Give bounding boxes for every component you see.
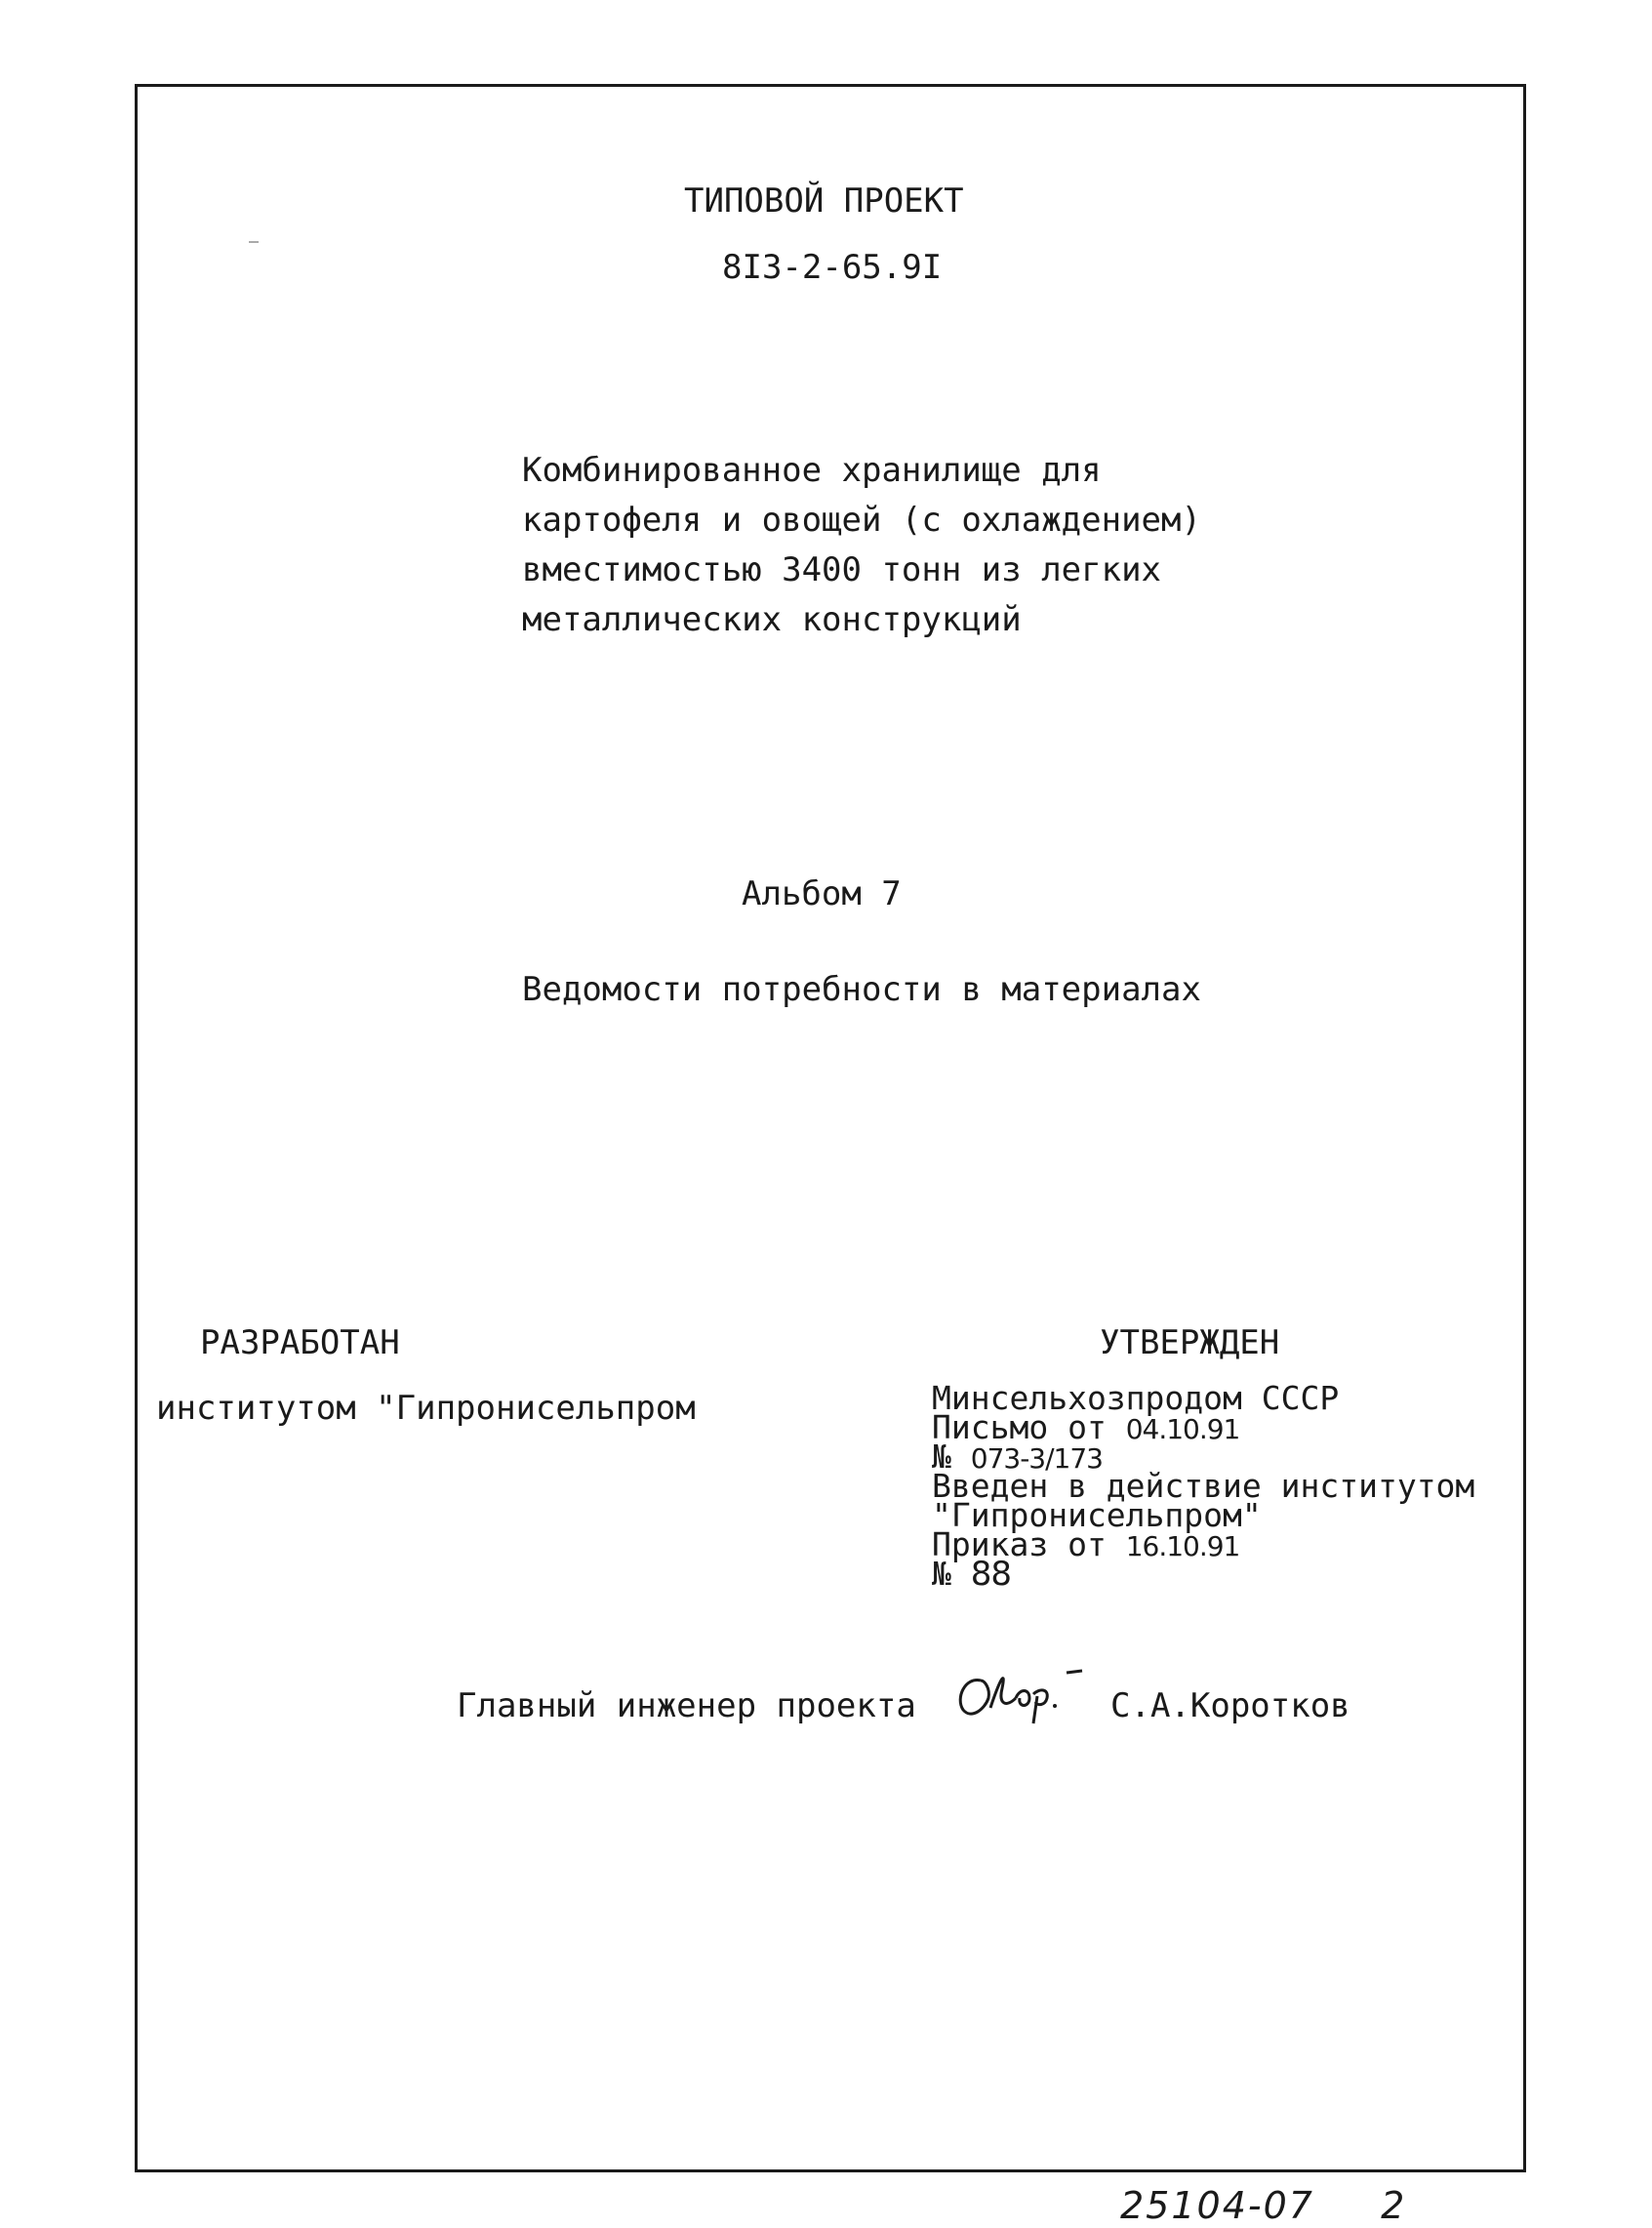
letter-prefix: Письмо от [932,1408,1107,1446]
project-title [522,446,1201,645]
scan-mark [249,241,259,243]
sheet-code: 25104-07 [1120,2184,1314,2227]
album-number: Альбом 7 [742,874,902,913]
sheet-footer [1120,2184,1406,2227]
institute-line: "Гипронисельпром" [932,1496,1262,1534]
title-line: Комбинированное хранилище для [522,451,1102,490]
order-prefix: Приказ от [932,1525,1107,1563]
approval-details [932,1379,1475,1594]
approved-heading: УТВЕРЖДЕН [1100,1323,1280,1362]
order-date: 16.10.91 [1125,1530,1240,1562]
order-line [932,1525,1474,1563]
title-line: картофеля и овощей (с охлаждением) [522,501,1201,540]
letter-line [932,1408,1474,1446]
header-label: ТИПОВОЙ ПРОЕКТ [684,182,964,221]
chief-engineer-name: С.А.Коротков [1110,1686,1350,1725]
title-line: вместимостью 3400 тонн из легких [522,550,1162,589]
developed-by: институтом "Гипронисельпром [156,1389,696,1428]
page-number: 2 [1381,2184,1407,2227]
chief-engineer-label: Главный инженер проекта [457,1686,916,1725]
letter-date: 04.10.91 [1125,1413,1240,1445]
album-title: Ведомости потребности в материалах [522,970,1201,1009]
order-number: 88 [970,1555,1012,1594]
project-code: 8I3-2-65.9I [722,248,943,287]
title-line: металлических конструкций [522,600,1022,639]
approved-by: Минсельхозпродом СССР [932,1379,1340,1417]
number-sign: № [932,1438,951,1476]
order-number-line [932,1555,1474,1594]
letter-number: 073-3/173 [970,1442,1103,1475]
developed-heading: РАЗРАБОТАН [200,1323,400,1362]
number-sign: № [932,1555,951,1593]
enacted-line: Введен в действие институтом [932,1467,1475,1505]
signature-image [951,1659,1108,1727]
page-frame [135,84,1526,2172]
